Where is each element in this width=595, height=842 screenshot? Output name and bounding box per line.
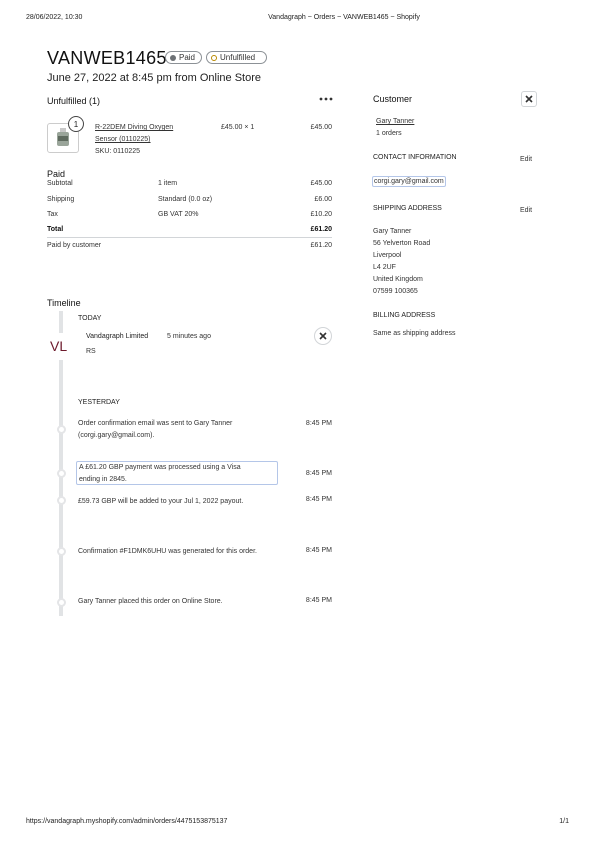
customer-heading: Customer: [373, 94, 413, 104]
comment-author: Vandagraph Limited: [86, 333, 149, 340]
total-value: £61.20: [310, 226, 332, 233]
timeline-node-icon: [57, 598, 66, 607]
quantity-badge: 1: [68, 116, 84, 132]
unfulfilled-dot-icon: [211, 55, 217, 61]
print-url: https://vandagraph.myshopify.com/admin/orders/4475153875137: [26, 818, 228, 825]
customer-email[interactable]: corgi.gary@gmail.com: [374, 178, 444, 185]
paid-badge-label: Paid: [178, 53, 195, 62]
billing-address-heading: BILLING ADDRESS: [373, 312, 436, 319]
address-line: 07599 100365: [373, 288, 418, 295]
tax-value: £10.20: [310, 211, 332, 218]
paid-by-customer-value: £61.20: [310, 242, 332, 249]
subtotal-items: 1 item: [158, 180, 178, 187]
unfulfilled-badge: [206, 51, 267, 64]
timeline-node-icon: [57, 496, 66, 505]
shipping-value: £6.00: [314, 196, 332, 203]
order-number: VANWEB1465: [47, 48, 167, 68]
contact-info-heading: CONTACT INFORMATION: [373, 154, 457, 161]
delete-comment-icon[interactable]: [314, 327, 332, 345]
avatar: VL: [50, 338, 68, 354]
print-page-number: 1/1: [559, 818, 569, 825]
event-time: 8:45 PM: [305, 597, 332, 604]
event-time: 8:45 PM: [305, 547, 332, 554]
product-name-line1[interactable]: R-22DEM Diving Oxygen: [95, 124, 174, 131]
customer-name-link[interactable]: Gary Tanner: [376, 118, 415, 125]
event-text-line1: Confirmation #F1DMK6UHU was generated for this order.: [78, 548, 257, 555]
address-line: 56 Yelverton Road: [373, 240, 431, 247]
address-line: Gary Tanner: [373, 228, 412, 235]
customer-order-count: 1 orders: [376, 130, 402, 137]
total-label: Total: [47, 226, 64, 233]
timeline-heading: Timeline: [47, 298, 81, 308]
paid-dot-icon: [170, 55, 176, 61]
event-text-line2: (corgi.gary@gmail.com).: [78, 432, 155, 439]
address-line: United Kingdom: [373, 276, 423, 283]
comment-time: 5 minutes ago: [167, 333, 211, 340]
print-datetime: 28/06/2022, 10:30: [26, 14, 83, 21]
subtotal-value: £45.00: [310, 180, 332, 187]
paid-divider: [47, 237, 332, 238]
shipping-address-heading: SHIPPING ADDRESS: [373, 205, 442, 212]
tax-rate: GB VAT 20%: [158, 211, 199, 218]
comment-text: RS: [86, 348, 96, 355]
unfulfilled-heading: Unfulfilled (1): [47, 96, 101, 106]
event-text-line2: ending in 2845.: [79, 476, 127, 483]
event-text-line1: Gary Tanner placed this order on Online Store.: [78, 598, 223, 605]
billing-address-text: Same as shipping address: [373, 330, 456, 337]
shipping-label: Shipping: [47, 196, 75, 203]
tax-label: Tax: [47, 211, 58, 218]
timeline-line: [59, 311, 63, 333]
event-text-line1: £59.73 GBP will be added to your Jul 1, 2022 payout.: [78, 498, 244, 505]
product-sku: SKU: 0110225: [95, 148, 141, 155]
close-customer-icon[interactable]: [521, 91, 537, 107]
address-line: L4 2UF: [373, 264, 396, 271]
product-name-line2[interactable]: Sensor (0110225): [95, 136, 151, 143]
paid-by-customer-label: Paid by customer: [47, 242, 102, 249]
subtotal-label: Subtotal: [47, 180, 73, 187]
event-time: 8:45 PM: [305, 420, 332, 427]
event-time: 8:45 PM: [305, 470, 332, 477]
paid-badge: [165, 51, 202, 64]
event-text-line1: Order confirmation email was sent to Gary Tanner: [78, 420, 233, 427]
paid-heading: Paid: [47, 169, 66, 179]
event-time: 8:45 PM: [305, 496, 332, 503]
edit-contact-button[interactable]: Edit: [520, 156, 533, 163]
more-actions-icon[interactable]: [317, 92, 335, 106]
product-line-total: £45.00: [310, 124, 332, 131]
print-page-title: Vandagraph ~ Orders ~ VANWEB1465 ~ Shopify: [268, 14, 420, 21]
timeline-node-icon: [57, 425, 66, 434]
address-line: Liverpool: [373, 252, 402, 259]
product-unit-price: £45.00 × 1: [221, 124, 255, 131]
timeline-node-icon: [57, 469, 66, 478]
today-label: TODAY: [78, 315, 102, 322]
event-text-line1: A £61.20 GBP payment was processed using a Visa: [79, 464, 241, 471]
order-subtitle: June 27, 2022 at 8:45 pm from Online Store: [47, 72, 262, 84]
timeline-node-icon: [57, 547, 66, 556]
yesterday-label: YESTERDAY: [78, 399, 120, 406]
timeline-line: [59, 360, 63, 616]
edit-shipping-button[interactable]: Edit: [520, 207, 533, 214]
shipping-method: Standard (0.0 oz): [158, 196, 213, 203]
unfulfilled-badge-label: Unfulfilled: [220, 53, 256, 62]
